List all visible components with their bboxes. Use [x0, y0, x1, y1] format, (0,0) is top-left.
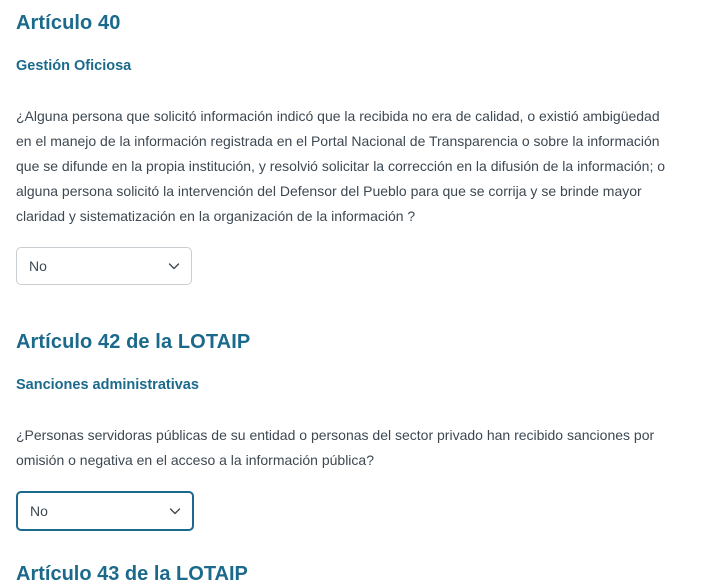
select-wrapper-articulo-40 — [16, 247, 192, 285]
select-articulo-42[interactable] — [16, 491, 194, 531]
chevron-down-icon — [167, 259, 181, 273]
page-title: Artículo 40 — [16, 12, 121, 34]
section-subtitle: Gestión Oficiosa — [16, 58, 132, 74]
next-section-title-partial: Artículo 43 de la LOTAIP — [16, 563, 248, 585]
select-wrapper-articulo-42 — [16, 491, 194, 531]
section-articulo-40 — [16, 0, 706, 285]
question-text: ¿Alguna persona que solicitó información indicó que la recibida no era de calidad, o existió ambigüedad en el manejo de la información registrada en el Portal Nacional de Transparencia o sobre la información que se difunde en la propia institución, y resolvió solicitar la corrección en la difusión de la información; o alguna persona solicitó la intervención del Defensor del Pueblo para que se corrija y se brinde mayor claridad y sistematización en la organización de la información ? — [16, 108, 666, 224]
question-text-articulo-42: ¿Personas servidoras públicas de su entidad o personas del sector privado han recibido sanciones por omisión o negativa en el acceso a la información pública? — [16, 427, 655, 468]
section-articulo-42 — [16, 319, 706, 531]
select-articulo-40[interactable] — [16, 247, 192, 285]
chevron-down-icon — [168, 504, 182, 518]
select-value: No — [29, 258, 47, 274]
section-title-articulo-42: Artículo 42 de la LOTAIP — [16, 331, 251, 353]
section-subtitle-articulo-42: Sanciones administrativas — [16, 377, 199, 393]
select-value: No — [30, 503, 48, 519]
